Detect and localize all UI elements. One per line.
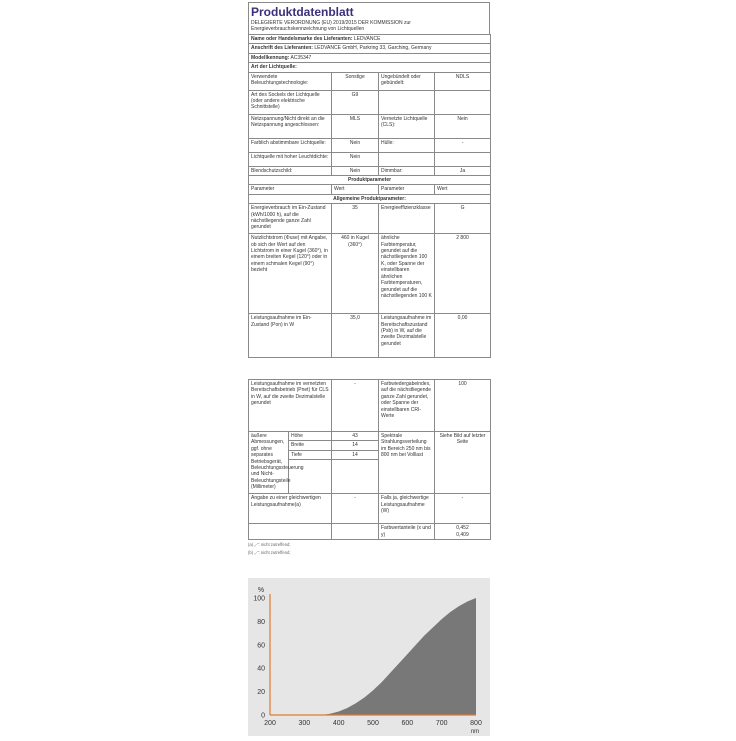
type-row <box>249 152 491 166</box>
header-box <box>248 2 490 35</box>
value-header: Wert <box>435 185 491 194</box>
param-label: Angabe zu einer gleichwertigen Leistungsaufnahme(a) <box>249 494 332 524</box>
supplier-name-value: LEDVANCE <box>353 36 381 42</box>
type-value: - <box>435 138 491 152</box>
model-id-value: AC35347 <box>290 54 312 61</box>
type-row <box>249 72 491 90</box>
type-row <box>249 166 491 175</box>
dimension-value: 14 <box>332 450 379 459</box>
spectral-label: Spektrale Strahlungsverteilung im Bereich 250 nm bis 800 nm bei Volllast <box>379 432 435 494</box>
param-label: Leistungsaufnahme im Ein-Zustand (Pon) in W <box>249 314 332 358</box>
param-value: - <box>332 380 379 432</box>
spectral-chart-svg <box>248 578 490 736</box>
type-value: G9 <box>332 90 379 114</box>
value-header: Wert <box>332 185 379 194</box>
type-label: Netzspannung/Nicht direkt an die Netzspannung angeschlossen: <box>249 114 332 138</box>
param-value <box>435 524 491 540</box>
type-value <box>435 90 491 114</box>
type-label: Farblich abstimmbare Lichtquelle: <box>249 138 332 152</box>
type-row <box>249 114 491 138</box>
param-label: Energieverbrauch im Ein-Zustand (kWh/1000 h), auf die nächstliegende ganze Zahl gerundet <box>249 204 332 234</box>
dimension-name: Tiefe <box>289 450 332 459</box>
x-tick-label: 300 <box>298 720 311 727</box>
chroma-y: 0,409 <box>456 531 469 538</box>
param-value: 2 800 <box>435 234 491 314</box>
type-label: Verwendete Beleuchtungstechnologie: <box>249 72 332 90</box>
param-label <box>249 524 332 540</box>
param-value: 35 <box>332 204 379 234</box>
type-value: Nein <box>332 166 379 175</box>
type-value: Ja <box>435 166 491 175</box>
param-header-row <box>249 185 491 194</box>
param-label: Leistungsaufnahme im Bereitschaftszustand (Psb) in W, auf die zweite Dezimalstelle gerundet <box>379 314 435 358</box>
x-tick-label: 200 <box>264 720 276 727</box>
param-value: - <box>332 494 379 524</box>
param-label: ähnliche Farbtemperatur, gerundet auf die nächstliegenden 100 K, oder Spanne der einstellbaren ähnlichen Farbtemperaturen, gerundet auf die nächstliegenden 100 K <box>379 234 435 314</box>
y-axis-label: % <box>257 587 265 594</box>
model-id-label: Modellkennung: <box>251 54 290 61</box>
type-row <box>249 90 491 114</box>
type-label: Blendschutzschild: <box>249 166 332 175</box>
param-value: 35,0 <box>332 314 379 358</box>
info-row <box>249 44 491 53</box>
type-label: Dimmbar: <box>379 166 435 175</box>
footnote: (b) „-“: nicht zutreffend; <box>248 550 291 555</box>
type-label <box>379 90 435 114</box>
type-value: Nein <box>435 114 491 138</box>
product-table <box>248 34 491 358</box>
param-row <box>249 524 491 540</box>
x-tick-label: 800 <box>470 720 482 727</box>
param-header: Parameter <box>249 185 332 194</box>
product-table-continued <box>248 379 491 540</box>
type-label: Art des Sockels der Lichtquelle (oder andere elektrische Schnittstelle) <box>249 90 332 114</box>
y-tick-label: 100 <box>253 595 265 603</box>
x-tick-label: 700 <box>435 720 448 727</box>
chroma-x: 0,452 <box>456 525 469 532</box>
type-value: MLS <box>332 114 379 138</box>
type-value: Sonstige <box>332 72 379 90</box>
spectral-chart <box>248 578 490 736</box>
type-label <box>379 152 435 166</box>
param-label: Farbwertanteile (x und y) <box>379 524 435 540</box>
page-title: Produktdatenblatt <box>251 5 354 19</box>
type-value: Nein <box>332 152 379 166</box>
dimension-value: 14 <box>332 441 379 450</box>
param-row <box>249 234 491 314</box>
param-row <box>249 380 491 432</box>
x-tick-label: 500 <box>367 720 379 727</box>
param-row <box>249 204 491 234</box>
dimension-value: 43 <box>332 432 379 441</box>
info-row <box>249 63 491 72</box>
section-row <box>249 194 491 203</box>
light-source-type-label: Art der Lichtquelle: <box>249 63 491 72</box>
type-label: Vernetzte Lichtquelle (CLS): <box>379 114 435 138</box>
dimension-row <box>249 432 491 441</box>
footnote: (a) „-“: nicht zutreffend; <box>248 542 291 547</box>
type-value: NDLS <box>435 72 491 90</box>
dimensions-label: äußere Abmessungen, ggf. ohne separates Betriebsgerät, Beleuchtungssteuerung und Nicht-Beleuchtungsteile (Millimeter) <box>249 432 289 494</box>
regulation-text: DELEGIERTE VERORDNUNG (EU) 2019/2015 DER KOMMISSION zur Energieverbrauchskennzeichnung von Lichtquellen <box>251 20 411 33</box>
param-value: - <box>435 494 491 524</box>
param-label: Nutzlichtstrom (Φuse) mit Angabe, ob sich der Wert auf den Lichtstrom in einer Kugel (360°), in einem breiten Kegel (120°) oder in einem schmalen Kegel (90°) bezieht <box>249 234 332 314</box>
section-row <box>249 176 491 185</box>
param-label: Falls ja, gleichwertige Leistungsaufnahme (W) <box>379 494 435 524</box>
info-row <box>249 53 491 62</box>
supplier-address-label: Anschrift des Lieferanten: <box>251 45 313 52</box>
dimension-name: Höhe <box>289 432 332 441</box>
product-params-title: Produktparameter <box>249 176 491 185</box>
param-header: Parameter <box>379 185 435 194</box>
param-value <box>332 524 379 540</box>
param-value: 460 in Kugel (360°) <box>332 234 379 314</box>
y-tick-label: 60 <box>257 642 265 650</box>
param-label: Farbwiedergabeindex, auf die nächstliegende ganze Zahl gerundet, oder Spanne der einstellbaren CRI-Werte <box>379 380 435 432</box>
type-label: Hülle: <box>379 138 435 152</box>
supplier-name-label: Name oder Handelsmarke des Lieferanten: <box>251 36 353 42</box>
type-value <box>435 152 491 166</box>
x-axis-label: nm <box>470 729 480 735</box>
param-value: 0,00 <box>435 314 491 358</box>
param-label: Energieeffizienzklasse <box>379 204 435 234</box>
x-tick-label: 600 <box>401 720 414 727</box>
dimension-name: Breite <box>289 441 332 450</box>
footnotes <box>248 541 291 557</box>
x-tick-label: 400 <box>332 720 345 727</box>
type-label: Lichtquelle mit hoher Leuchtdichte: <box>249 152 332 166</box>
y-tick-label: 80 <box>257 618 265 626</box>
param-row <box>249 494 491 524</box>
type-value: Nein <box>332 138 379 152</box>
param-value: G <box>435 204 491 234</box>
supplier-address-value: LEDVANCE GmbH, Parkring 33, Garching, Germany <box>314 45 432 52</box>
spectrum-area <box>270 598 476 715</box>
param-value: 100 <box>435 380 491 432</box>
y-tick-label: 40 <box>257 665 265 673</box>
y-tick-label: 0 <box>261 712 265 720</box>
y-tick-label: 20 <box>257 689 265 697</box>
dimension-value <box>332 460 379 494</box>
info-row <box>249 35 491 44</box>
param-row <box>249 314 491 358</box>
param-label: Leistungsaufnahme im vernetzten Bereitschaftsbetrieb (Pnet) für CLS in W, auf die zweite Dezimalstelle gerundet <box>249 380 332 432</box>
type-label: Ungebündelt oder gebündelt: <box>379 72 435 90</box>
type-row <box>249 138 491 152</box>
general-params-title: Allgemeine Produktparameter: <box>249 194 491 203</box>
spectral-value: Siehe Bild auf letzter Seite <box>435 432 491 494</box>
